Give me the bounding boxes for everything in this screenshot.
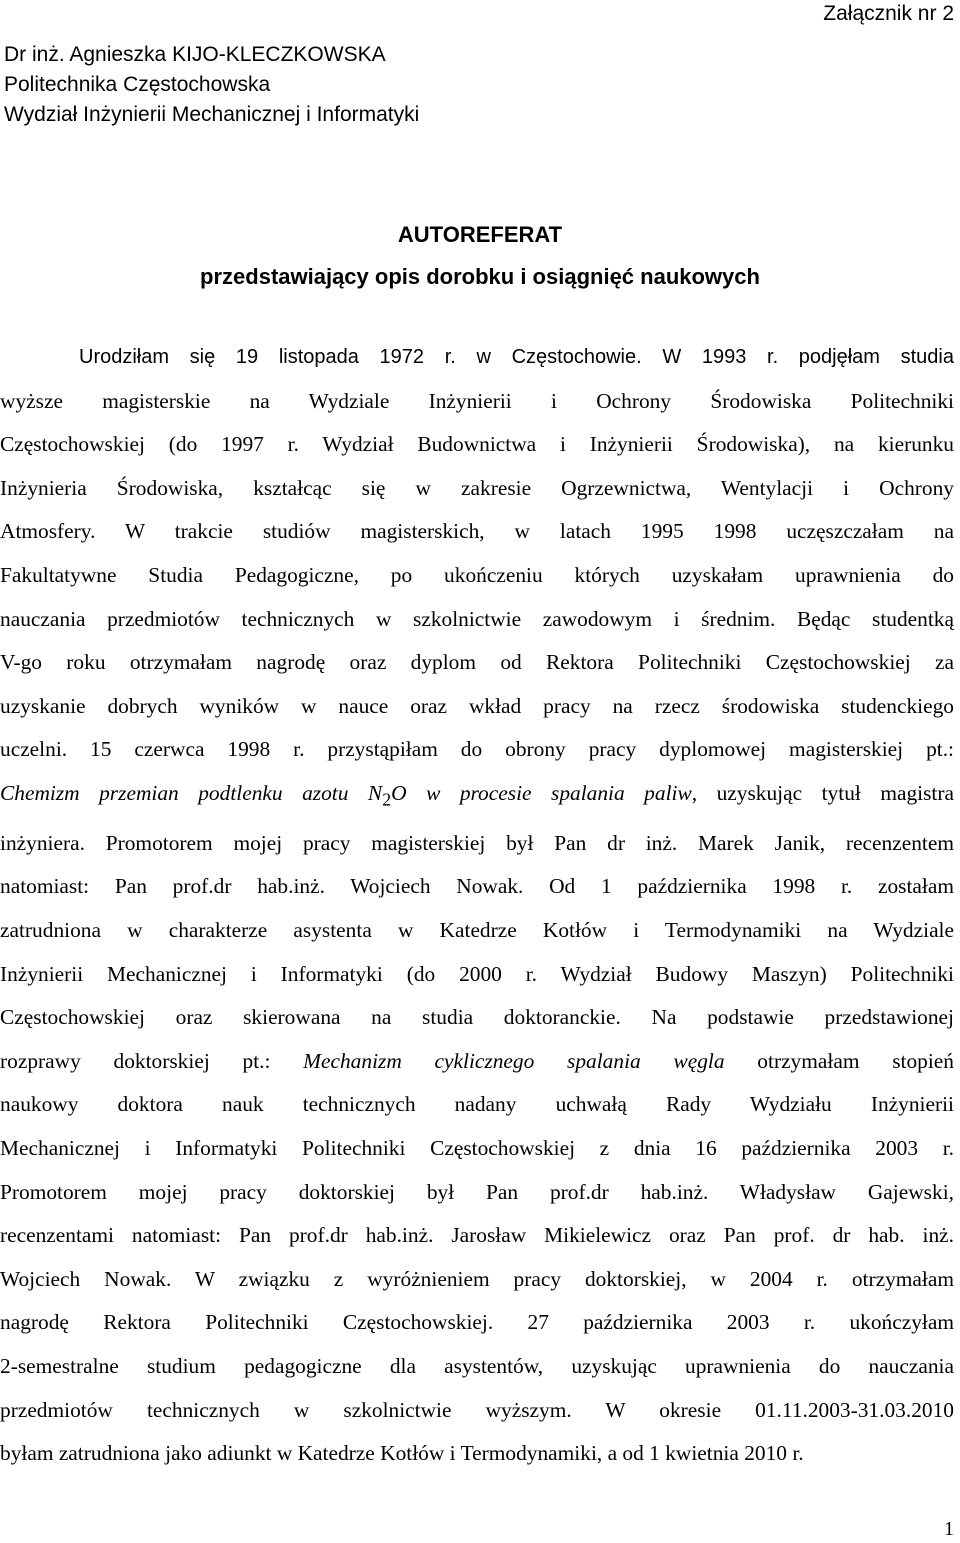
text-line: Częstochowskiej (do 1997 r. Wydział Budownictwa i Inżynierii Środowiska), na kierunku <box>0 432 954 457</box>
thesis-title: Chemizm przemian podtlenku azotu N <box>0 780 383 805</box>
author-block <box>4 40 419 130</box>
text-line: Atmosfery. W trakcie studiów magisterskich, w latach 1995 1998 uczęszczałam na <box>0 519 954 544</box>
text-line: recenzentami natomiast: Pan prof.dr hab.inż. Jarosław Mikielewicz oraz Pan prof. dr hab. inż. <box>0 1223 954 1248</box>
text-line: V-go roku otrzymałam nagrodę oraz dyplom od Rektora Politechniki Częstochowskiej za <box>0 650 954 675</box>
text-line: nauczania przedmiotów technicznych w szkolnictwie zawodowym i średnim. Będąc studentką <box>0 606 954 631</box>
annex-label: Załącznik nr 2 <box>823 2 954 25</box>
text-line <box>0 1040 954 1084</box>
text-line: zatrudniona w charakterze asystenta w Katedrze Kotłów i Termodynamiki na Wydziale <box>0 918 954 942</box>
text-line: Inżynierii Mechanicznej i Informatyki (do 2000 r. Wydział Budowy Maszyn) Politechniki <box>0 961 954 986</box>
text-line: uczelni. 15 czerwca 1998 r. przystąpiłam do obrony pracy dyplomowej magisterskiej pt.: <box>0 737 954 762</box>
document-title <box>0 214 960 298</box>
author-name: Dr inż. Agnieszka KIJO-KLECZKOWSKA <box>4 43 386 66</box>
text-line: uzyskanie dobrych wyników w nauce oraz wkład pracy na rzecz środowiska studenckiego <box>0 693 954 718</box>
text-line: byłam zatrudniona jako adiunkt w Katedrze Kotłów i Termodynamiki, a od 1 kwietnia 2010 r. <box>0 1441 804 1466</box>
text-fragment: , uzyskując tytuł magistra <box>691 780 954 805</box>
thesis-title-cont: O w procesie spalania paliw <box>391 780 692 805</box>
text-line: natomiast: Pan prof.dr hab.inż. Wojciech Nowak. Od 1 października 1998 r. zostałam <box>0 874 954 899</box>
text-line: Częstochowskiej oraz skierowana na studia doktoranckie. Na podstawie przedstawionej <box>0 1005 954 1030</box>
text-line: 2-semestralne studium pedagogiczne dla asystentów, uzyskując uprawnienia do nauczania <box>0 1353 954 1378</box>
text-line: Promotorem mojej pracy doktorskiej był Pan prof.dr hab.inż. Władysław Gajewski, <box>0 1179 954 1204</box>
text-line: Urodziłam się 19 listopada 1972 r. w Częstochowie. W 1993 r. podjęłam studia <box>79 346 954 368</box>
body-paragraph <box>0 336 954 1476</box>
author-faculty: Wydział Inżynierii Mechanicznej i Informatyki <box>4 103 420 126</box>
page-number: 1 <box>944 1518 954 1540</box>
text-fragment: rozprawy doktorskiej pt.: <box>0 1048 304 1073</box>
text-line: nagrodę Rektora Politechniki Częstochowskiej. 27 października 2003 r. ukończyłam <box>0 1310 954 1335</box>
text-line: inżyniera. Promotorem mojej pracy magisterskiej był Pan dr inż. Marek Janik, recenzentem <box>0 830 954 855</box>
text-fragment: otrzymałam stopień <box>724 1048 954 1073</box>
text-line: Inżynieria Środowiska, kształcąc się w zakresie Ogrzewnictwa, Wentylacji i Ochrony <box>0 475 954 500</box>
author-university: Politechnika Częstochowska <box>4 73 271 96</box>
text-line: Mechanicznej i Informatyki Politechniki Częstochowskiej z dnia 16 października 2003 r. <box>0 1135 954 1160</box>
title-subtitle: przedstawiający opis dorobku i osiągnięć naukowych <box>200 264 760 289</box>
text-line: przedmiotów technicznych w szkolnictwie wyższym. W okresie 01.11.2003-31.03.2010 <box>0 1397 954 1422</box>
dissertation-title: Mechanizm cyklicznego spalania węgla <box>303 1048 725 1073</box>
text-line: Fakultatywne Studia Pedagogiczne, po ukończeniu których uzyskałam uprawnienia do <box>0 562 954 587</box>
title-main: AUTOREFERAT <box>397 222 563 247</box>
text-line <box>0 772 954 822</box>
subscript: 2 <box>382 789 392 810</box>
text-line: Wojciech Nowak. W związku z wyróżnieniem pracy doktorskiej, w 2004 r. otrzymałam <box>0 1266 954 1291</box>
text-line: wyższe magisterskie na Wydziale Inżynierii i Ochrony Środowiska Politechniki <box>0 388 954 413</box>
text-line: naukowy doktora nauk technicznych nadany uchwałą Rady Wydziału Inżynierii <box>0 1092 954 1117</box>
